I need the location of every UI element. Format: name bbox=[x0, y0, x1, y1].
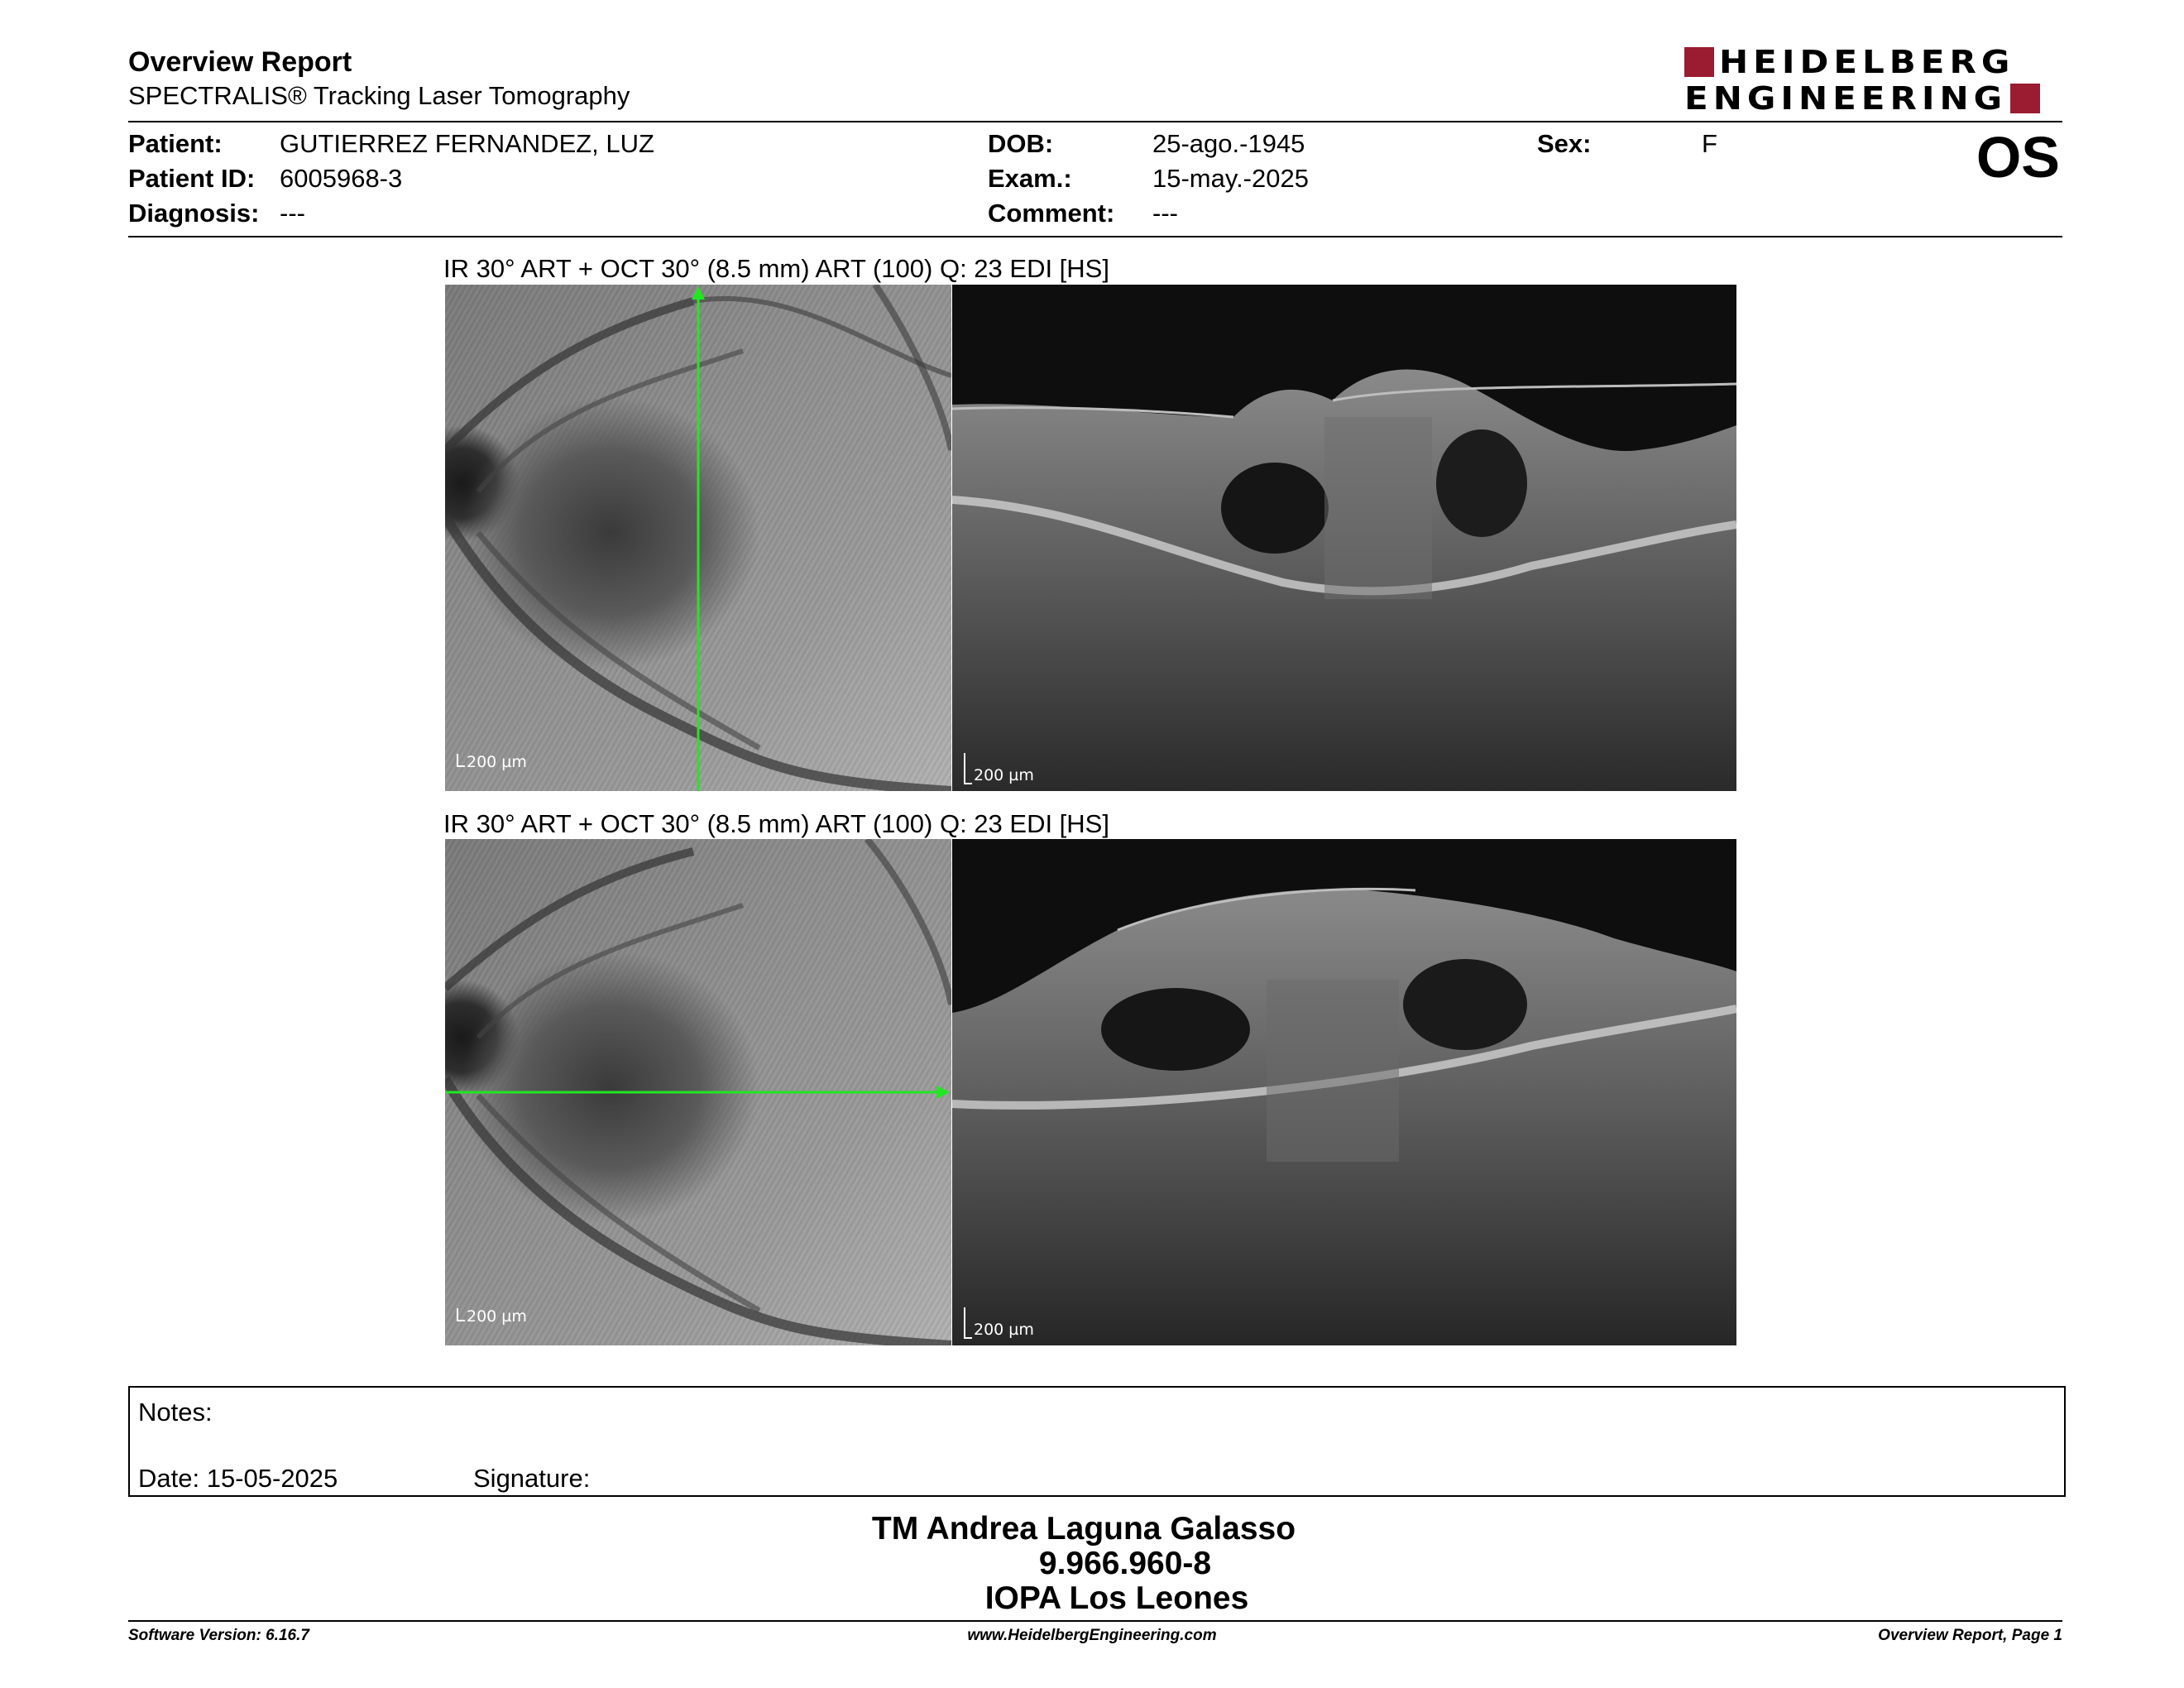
ir-scale-bar-1 bbox=[457, 753, 527, 771]
patient-name: GUTIERREZ FERNANDEZ, LUZ bbox=[280, 129, 654, 158]
software-version: Software Version: 6.16.7 bbox=[128, 1627, 309, 1644]
notes-label: Notes: bbox=[138, 1398, 213, 1427]
report-subtitle: SPECTRALIS® Tracking Laser Tomography bbox=[128, 81, 630, 110]
dob-label: DOB: bbox=[988, 129, 1054, 158]
ir-scale-label-1: 200 µm bbox=[467, 753, 527, 771]
page-indicator: Overview Report, Page 1 bbox=[1878, 1627, 2062, 1644]
oct-bscan-image-1 bbox=[952, 285, 1736, 791]
logo-line-1: HEIDELBERG bbox=[1719, 43, 2015, 81]
patient-id-label: Patient ID: bbox=[128, 164, 256, 193]
oct-retinal-layers-2 bbox=[952, 839, 1736, 1345]
scale-bar-icon bbox=[457, 1308, 465, 1321]
patient-id: 6005968-3 bbox=[280, 164, 403, 193]
report-title: Overview Report bbox=[128, 46, 352, 78]
scan-caption-1: IR 30° ART + OCT 30° (8.5 mm) ART (100) Q: 23 EDI [HS] bbox=[443, 254, 1109, 283]
diagnosis-value: --- bbox=[280, 199, 305, 228]
ir-scale-bar-2 bbox=[457, 1307, 527, 1326]
diagnosis-label: Diagnosis: bbox=[128, 199, 260, 228]
footer-divider bbox=[128, 1620, 2062, 1622]
ir-fundus-image-2 bbox=[445, 839, 951, 1345]
signatory-name: TM Andrea Laguna Galasso bbox=[871, 1511, 1296, 1547]
oct-scale-bar-1 bbox=[964, 753, 1034, 784]
notes-box bbox=[128, 1386, 2066, 1497]
comment-value: --- bbox=[1152, 199, 1178, 228]
scale-bar-icon bbox=[964, 753, 972, 784]
header-divider bbox=[128, 121, 2062, 122]
eye-indicator: OS bbox=[1976, 125, 2060, 189]
signatory-id: 9.966.960-8 bbox=[1038, 1546, 1212, 1581]
sex-label: Sex: bbox=[1537, 129, 1592, 158]
logo-square-icon bbox=[2010, 84, 2040, 113]
oct-scale-label-2: 200 µm bbox=[974, 1321, 1034, 1339]
scale-bar-icon bbox=[457, 754, 465, 767]
oct-retinal-layers-1 bbox=[952, 285, 1736, 791]
scan-line-arrow-vertical bbox=[445, 285, 951, 791]
signature-label: Signature: bbox=[473, 1464, 591, 1493]
heidelberg-logo bbox=[1684, 43, 2065, 117]
exam-label: Exam.: bbox=[988, 164, 1072, 193]
exam-value: 15-may.-2025 bbox=[1152, 164, 1309, 193]
website-link[interactable]: www.HeidelbergEngineering.com bbox=[967, 1627, 1217, 1644]
comment-label: Comment: bbox=[988, 199, 1115, 228]
scale-bar-icon bbox=[964, 1307, 972, 1339]
oct-scale-bar-2 bbox=[964, 1307, 1034, 1339]
signatory-institution: IOPA Los Leones bbox=[984, 1580, 1249, 1616]
oct-bscan-image-2 bbox=[952, 839, 1736, 1345]
ir-scale-label-2: 200 µm bbox=[467, 1307, 527, 1326]
ir-fundus-image-1 bbox=[445, 285, 951, 791]
logo-line-2: ENGINEERING bbox=[1684, 79, 2008, 117]
logo-square-icon bbox=[1684, 47, 1714, 77]
dob-value: 25-ago.-1945 bbox=[1152, 129, 1305, 158]
patient-divider bbox=[128, 236, 2062, 237]
oct-scale-label-1: 200 µm bbox=[974, 766, 1034, 784]
scan-caption-2: IR 30° ART + OCT 30° (8.5 mm) ART (100) Q: 23 EDI [HS] bbox=[443, 809, 1109, 838]
patient-label: Patient: bbox=[128, 129, 223, 158]
sex-value: F bbox=[1702, 129, 1717, 158]
scan-line-arrow-horizontal bbox=[445, 839, 951, 1345]
date-label: Date: 15-05-2025 bbox=[138, 1464, 338, 1493]
